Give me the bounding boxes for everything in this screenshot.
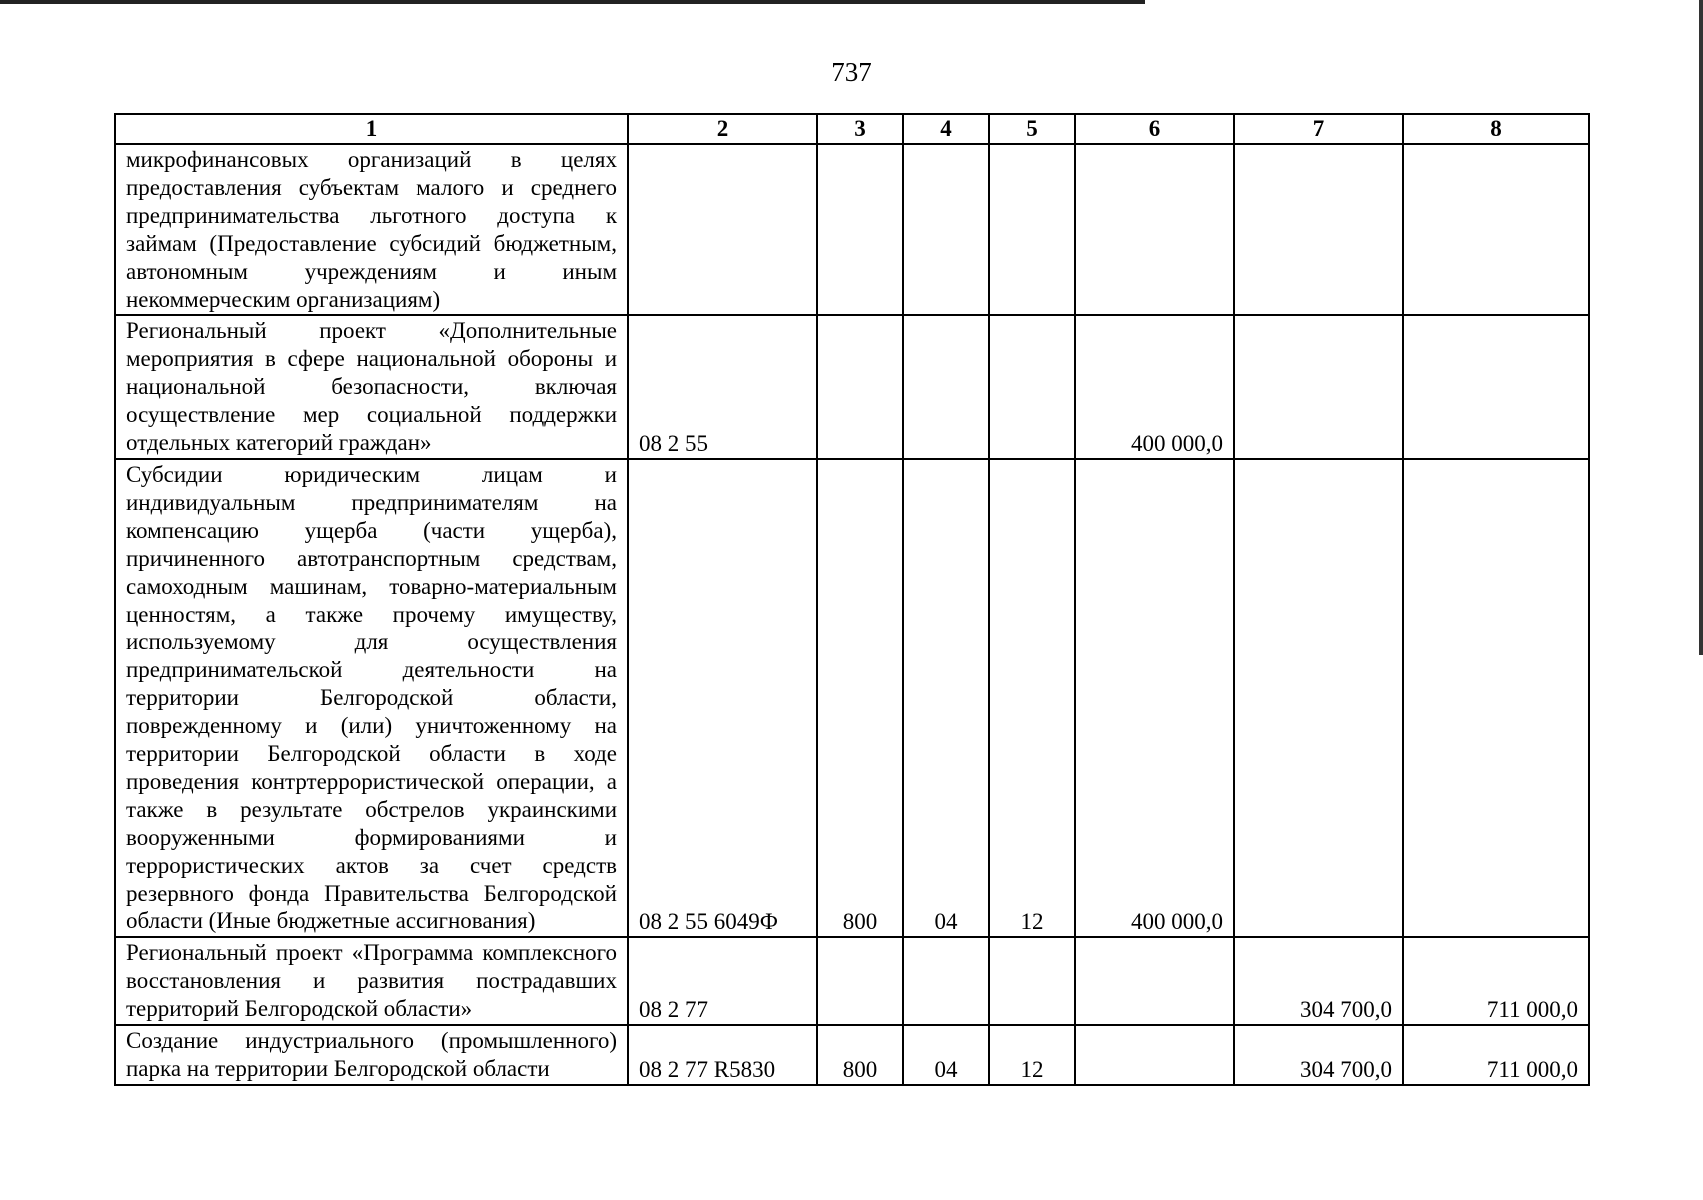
row-description: Региональный проект «Программа комплексного восстановления и развития пострадавших территорий Белгородской области»	[115, 937, 628, 1025]
row-description: Региональный проект «Дополнительные мероприятия в сфере национальной обороны и национальной безопасности, включая осуществление мер социальной поддержки отдельных категорий граждан»	[115, 315, 628, 459]
row-amount-col6	[1075, 1025, 1234, 1085]
column-header: 5	[989, 114, 1075, 144]
table-row	[115, 315, 1589, 459]
row-subsection	[989, 144, 1075, 315]
column-header: 4	[903, 114, 989, 144]
column-number-header-row	[115, 114, 1589, 144]
row-subsection	[989, 315, 1075, 459]
row-subsection: 12	[989, 459, 1075, 937]
column-header: 3	[817, 114, 903, 144]
column-header: 7	[1234, 114, 1403, 144]
row-amount-col7: 304 700,0	[1234, 937, 1403, 1025]
page-number: 737	[831, 57, 872, 87]
row-amount-col7	[1234, 459, 1403, 937]
row-section	[903, 144, 989, 315]
row-target-code: 08 2 55 6049Ф	[628, 459, 817, 937]
row-amount-col8	[1403, 315, 1589, 459]
column-header: 6	[1075, 114, 1234, 144]
row-amount-col7	[1234, 315, 1403, 459]
column-header: 2	[628, 114, 817, 144]
row-amount-col6	[1075, 937, 1234, 1025]
row-description: Создание индустриального (промышленного) парка на территории Белгородской области	[115, 1025, 628, 1085]
row-description: Субсидии юридическим лицам и индивидуальным предпринимателям на компенсацию ущерба (части ущерба), причиненного автотранспортным средствам, самоходным машинам, товарно-материальным ценностям, а также прочему имуществу, используемому для осуществления предпринимательской деятельности на территории Белгородской области, поврежденному и (или) уничтоженному на территории Белгородской области в ходе проведения контртеррористической операции, а также в результате обстрелов украинскими вооруженными формированиями и террористических актов за счет средств резервного фонда Правительства Белгородской области (Иные бюджетные ассигнования)	[115, 459, 628, 937]
row-target-code: 08 2 77	[628, 937, 817, 1025]
row-section	[903, 937, 989, 1025]
row-expense-type	[817, 315, 903, 459]
row-section	[903, 315, 989, 459]
table-row	[115, 144, 1589, 315]
row-amount-col6: 400 000,0	[1075, 459, 1234, 937]
row-description: микрофинансовых организаций в целях предоставления субъектам малого и среднего предпринимательства льготного доступа к займам (Предоставление субсидий бюджетным, автономным учреждениям и иным некоммерческим организациям)	[115, 144, 628, 315]
row-expense-type: 800	[817, 1025, 903, 1085]
row-target-code	[628, 144, 817, 315]
row-amount-col8	[1403, 459, 1589, 937]
table-row	[115, 1025, 1589, 1085]
right-scan-rule	[1699, 0, 1703, 655]
row-subsection: 12	[989, 1025, 1075, 1085]
row-expense-type	[817, 144, 903, 315]
row-section: 04	[903, 459, 989, 937]
row-expense-type: 800	[817, 459, 903, 937]
table-row	[115, 459, 1589, 937]
row-amount-col6: 400 000,0	[1075, 315, 1234, 459]
column-header: 8	[1403, 114, 1589, 144]
row-target-code: 08 2 55	[628, 315, 817, 459]
row-subsection	[989, 937, 1075, 1025]
row-amount-col7	[1234, 144, 1403, 315]
top-scan-rule	[0, 0, 1145, 4]
row-expense-type	[817, 937, 903, 1025]
row-section: 04	[903, 1025, 989, 1085]
row-amount-col8	[1403, 144, 1589, 315]
column-header: 1	[115, 114, 628, 144]
row-amount-col7: 304 700,0	[1234, 1025, 1403, 1085]
row-target-code: 08 2 77 R5830	[628, 1025, 817, 1085]
budget-table	[114, 113, 1590, 1086]
row-amount-col6	[1075, 144, 1234, 315]
row-amount-col8: 711 000,0	[1403, 1025, 1589, 1085]
table-row	[115, 937, 1589, 1025]
row-amount-col8: 711 000,0	[1403, 937, 1589, 1025]
